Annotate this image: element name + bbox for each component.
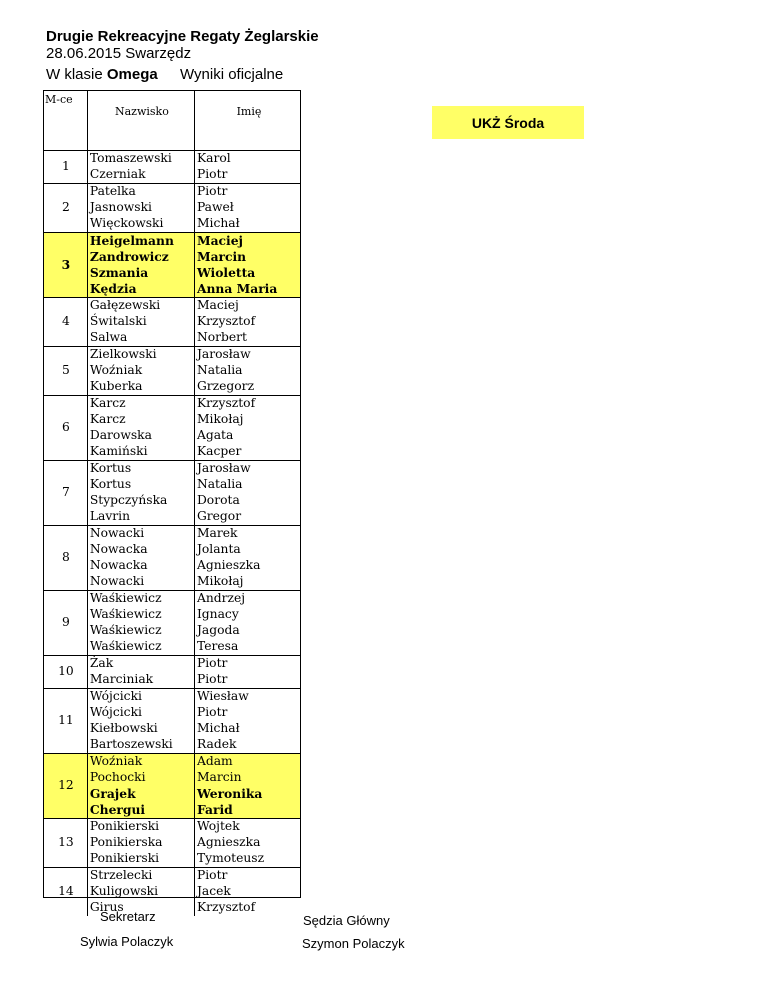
surname-cell: Kiełbowski: [89, 721, 158, 736]
first-name-cell: Krzysztof: [194, 314, 301, 330]
place-cell: 4: [43, 298, 87, 347]
surname-cell: Kuberka: [89, 379, 143, 394]
place-cell: 10: [43, 656, 87, 689]
place-cell: 2: [43, 184, 87, 233]
first-name-cell: Agnieszka: [194, 558, 301, 574]
surname-cell: Heigelmann: [87, 233, 194, 250]
first-name-cell: Agata: [194, 428, 301, 444]
surname-cell: Grajek: [87, 786, 194, 802]
surname-cell: Woźniak: [87, 754, 194, 771]
first-name-cell: Wioletta: [194, 265, 301, 281]
page-title: Drugie Rekreacyjne Regaty Żeglarskie: [46, 28, 319, 45]
surname-cell: Zandrowicz: [87, 249, 194, 265]
surname-cell: Karcz: [89, 412, 126, 427]
col-surname-header: Nazwisko: [87, 90, 194, 151]
first-name-cell: Radek: [194, 737, 301, 754]
surname-cell: Darowska: [89, 428, 152, 443]
first-name-cell: Wojtek: [194, 819, 301, 836]
first-name-cell: Piotr: [194, 656, 301, 673]
first-name-cell: Kacper: [194, 444, 301, 461]
first-name-cell: Krzysztof: [194, 900, 301, 916]
first-name-cell: Michał: [194, 721, 301, 737]
place-cell: 1: [43, 151, 87, 184]
table-row: [43, 868, 301, 885]
date-place: 28.06.2015 Swarzędz: [46, 45, 192, 62]
surname-cell: Kędzia: [87, 281, 194, 298]
first-name-cell: Maciej: [194, 233, 301, 250]
surname-cell: Woźniak: [89, 363, 143, 378]
first-name-cell: Agnieszka: [194, 835, 301, 851]
judge-label: Sędzia Główny: [303, 913, 390, 928]
first-name-cell: Piotr: [194, 705, 301, 721]
place-cell: 12: [43, 754, 87, 819]
first-name-cell: Norbert: [194, 330, 301, 347]
surname-cell: Waśkiewicz: [87, 591, 194, 608]
first-name-cell: Piotr: [194, 868, 301, 885]
club-badge: UKŻ Środa: [432, 106, 584, 139]
first-name-cell: Andrzej: [194, 591, 301, 608]
surname-cell: Gałęzewski: [87, 298, 194, 315]
surname-cell: Waśkiewicz: [89, 607, 162, 622]
first-name-cell: Wiesław: [194, 689, 301, 706]
col-name-header: Imię: [194, 90, 301, 151]
surname-cell: Kamiński: [89, 444, 148, 459]
place-cell: 11: [43, 689, 87, 754]
results-body: [43, 151, 301, 917]
first-name-cell: Ignacy: [194, 607, 301, 623]
place-cell: 6: [43, 396, 87, 461]
first-name-cell: Jacek: [194, 884, 301, 900]
first-name-cell: Teresa: [194, 639, 301, 656]
surname-cell: Pochocki: [87, 770, 194, 786]
place-cell: 9: [43, 591, 87, 656]
class-name: Omega: [106, 66, 158, 83]
first-name-cell: Dorota: [194, 493, 301, 509]
surname-cell: Wójcicki: [87, 689, 194, 706]
judge-name: Szymon Polaczyk: [302, 936, 405, 951]
first-name-cell: Maciej: [194, 298, 301, 315]
surname-cell: Kortus: [87, 461, 194, 478]
first-name-cell: Jarosław: [194, 461, 301, 478]
first-name-cell: Krzysztof: [194, 396, 301, 413]
table-row: [43, 754, 301, 771]
table-row: [43, 689, 301, 706]
table-row: [43, 656, 301, 673]
surname-cell: Żak: [87, 656, 194, 673]
surname-cell: Ponikierska: [89, 835, 163, 850]
table-row: [43, 461, 301, 478]
surname-cell: Ponikierski: [87, 819, 194, 836]
table-row: [43, 347, 301, 364]
surname-cell: Nowacka: [89, 542, 148, 557]
first-name-cell: Natalia: [194, 363, 301, 379]
surname-cell: Bartoszewski: [89, 737, 173, 752]
surname-cell: Wójcicki: [89, 705, 142, 720]
surname-cell: Szmania: [87, 265, 194, 281]
surname-cell: Salwa: [89, 330, 128, 345]
place-cell: 13: [43, 819, 87, 868]
place-cell: 8: [43, 526, 87, 591]
surname-cell: Waśkiewicz: [89, 639, 162, 654]
first-name-cell: Natalia: [194, 477, 301, 493]
surname-cell: Zielkowski: [87, 347, 194, 364]
first-name-cell: Gregor: [194, 509, 301, 526]
first-name-cell: Paweł: [194, 200, 301, 216]
surname-cell: Chergui: [87, 802, 194, 819]
secretary-name: Sylwia Polaczyk: [80, 934, 174, 949]
first-name-cell: Farid: [194, 802, 301, 819]
place-cell: 7: [43, 461, 87, 526]
surname-cell: Girus: [89, 900, 124, 915]
place-cell: 14: [43, 868, 87, 917]
first-name-cell: Marcin: [194, 770, 301, 786]
first-name-cell: Marek: [194, 526, 301, 543]
surname-cell: Waśkiewicz: [89, 623, 162, 638]
first-name-cell: Jarosław: [194, 347, 301, 364]
table-row: [43, 298, 301, 315]
first-name-cell: Mikołaj: [194, 574, 301, 591]
class-line: [46, 66, 158, 83]
results-label: Wyniki oficjalne: [180, 66, 284, 83]
first-name-cell: Jolanta: [194, 542, 301, 558]
table-row: [43, 151, 301, 168]
surname-cell: Tomaszewski: [89, 151, 172, 166]
first-name-cell: Piotr: [194, 184, 301, 201]
first-name-cell: Michał: [194, 216, 301, 233]
surname-cell: Patelka: [87, 184, 194, 201]
first-name-cell: Piotr: [194, 672, 301, 689]
first-name-cell: Marcin: [194, 249, 301, 265]
surname-cell: Marciniak: [89, 672, 154, 687]
surname-cell: Nowacka: [89, 558, 148, 573]
surname-cell: Nowacki: [89, 574, 145, 589]
surname-cell: Świtalski: [89, 314, 147, 329]
place-cell: 3: [43, 233, 87, 298]
surname-cell: Ponikierski: [89, 851, 160, 866]
first-name-cell: Tymoteusz: [194, 851, 301, 868]
place-cell: 5: [43, 347, 87, 396]
class-prefix: W klasie: [46, 66, 103, 83]
first-name-cell: Jagoda: [194, 623, 301, 639]
surname-cell: Lavrin: [89, 509, 131, 524]
first-name-cell: Mikołaj: [194, 412, 301, 428]
surname-cell: Kuligowski: [89, 884, 159, 899]
results-table: [43, 90, 301, 916]
surname-cell: Strzelecki: [87, 868, 194, 885]
first-name-cell: Grzegorz: [194, 379, 301, 396]
table-row: [43, 233, 301, 250]
col-place-header: M-ce: [43, 90, 87, 151]
first-name-cell: Karol: [194, 151, 301, 168]
first-name-cell: Weronika: [194, 786, 301, 802]
table-row: [43, 184, 301, 201]
surname-cell: Jasnowski: [89, 200, 152, 215]
first-name-cell: Adam: [194, 754, 301, 771]
surname-cell: Czerniak: [89, 167, 146, 182]
table-row: [43, 526, 301, 543]
table-row: [43, 396, 301, 413]
surname-cell: Stypczyńska: [89, 493, 168, 508]
first-name-cell: Piotr: [194, 167, 301, 184]
surname-cell: Nowacki: [87, 526, 194, 543]
surname-cell: Karcz: [87, 396, 194, 413]
surname-cell: Więckowski: [89, 216, 164, 231]
first-name-cell: Anna Maria: [194, 281, 301, 298]
surname-cell: Kortus: [89, 477, 132, 492]
table-row: [43, 819, 301, 836]
secretary-label: Sekretarz: [100, 909, 156, 924]
table-row: [43, 591, 301, 608]
table-header-row: [43, 90, 301, 151]
